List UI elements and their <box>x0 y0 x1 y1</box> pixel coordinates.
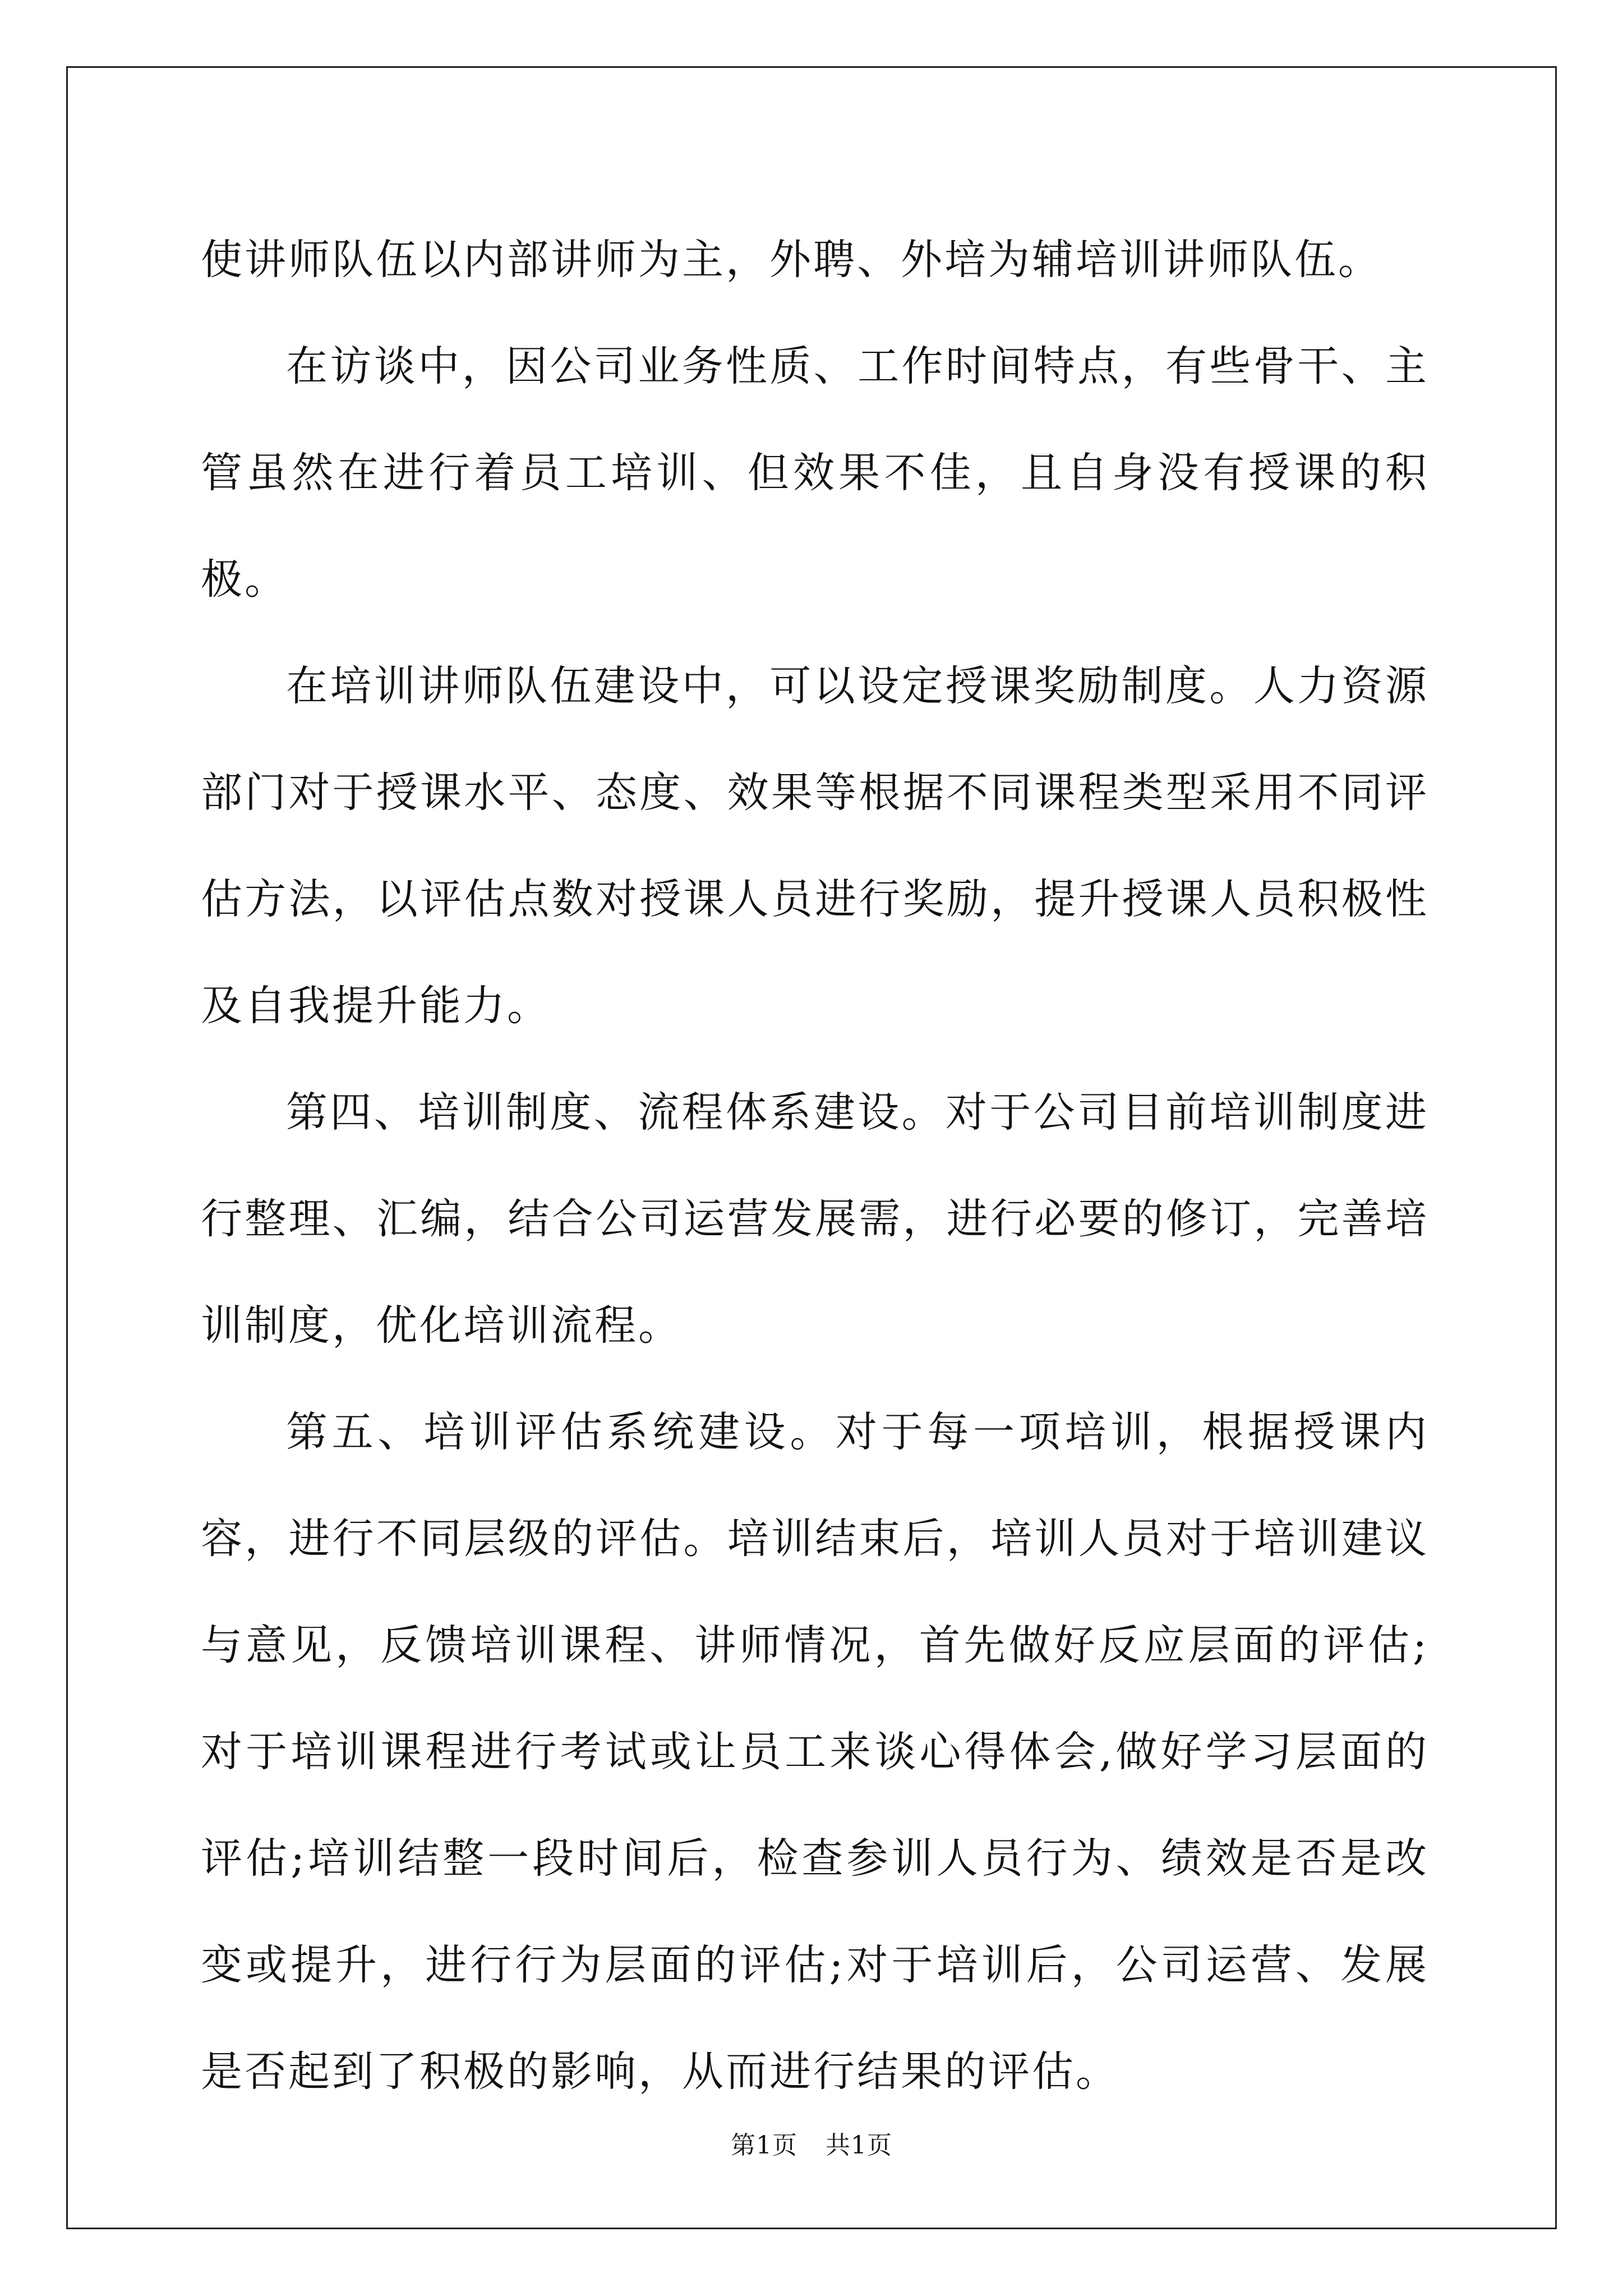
paragraph: 在访谈中，因公司业务性质、工作时间特点，有些骨干、主管虽然在进行着员工培训、但效果不佳，且自身没有授课的积极。 <box>201 342 1429 604</box>
paragraph: 使讲师队伍以内部讲师为主，外聘、外培为辅培训讲师队伍。 <box>201 236 1382 284</box>
paragraph: 第五、培训评估系统建设。对于每一项培训，根据授课内容，进行不同层级的评估。培训结束后，培训人员对于培训建议与意见，反馈培训课程、讲师情况，首先做好反应层面的评估;对于培训课程进行考试或让员工来谈心得体会,做好学习层面的评估;培训结整一段时间后，检查参训人员行为、绩效是否是改变或提升，进行行为层面的评估;对于培训后，公司运营、发展是否起到了积极的影响，从而进行结果的评估。 <box>201 1408 1429 2096</box>
paragraph: 第四、培训制度、流程体系建设。对于公司目前培训制度进行整理、汇编，结合公司运营发展需，进行必要的修订，完善培训制度，优化培训流程。 <box>201 1088 1429 1350</box>
paragraph: 在培训讲师队伍建设中，可以设定授课奖励制度。人力资源部门对于授课水平、态度、效果等根据不同课程类型采用不同评估方法，以评估点数对授课人员进行奖励，提升授课人员积极性及自我提升能力。 <box>201 662 1429 1030</box>
page-total: 共1页 <box>826 2131 892 2160</box>
page-footer <box>0 2129 1623 2162</box>
document-body <box>201 206 1429 2125</box>
page-number: 第1页 <box>731 2131 797 2160</box>
